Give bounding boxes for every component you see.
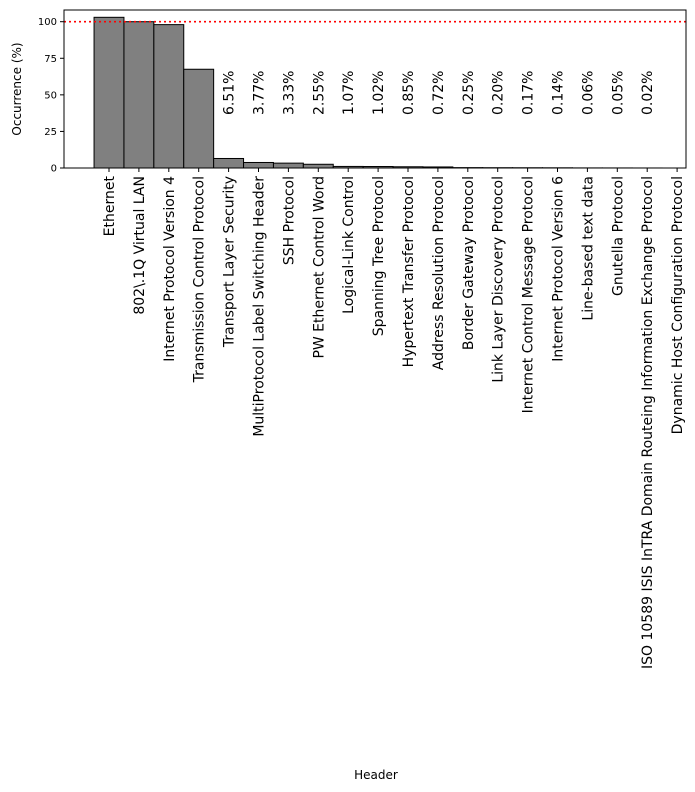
bar-7 [303, 164, 333, 168]
x-tick-label-5: MultiProtocol Label Switching Header [251, 176, 268, 437]
bar-5 [244, 162, 274, 168]
data-labels-group [222, 71, 657, 115]
x-tick-label-0: Ethernet [102, 176, 118, 237]
data-label-17: 0.05% [610, 70, 627, 115]
x-tick-label-1: 802\.1Q Virtual LAN [131, 176, 148, 315]
x-tick-label-16: Line-based text data [580, 176, 597, 321]
y-tick-label-0: 0 [50, 163, 57, 175]
x-tick-label-17: Gnutella Protocol [610, 176, 627, 296]
x-tick-label-2: Internet Protocol Version 4 [161, 175, 178, 362]
x-tick-label-12: Border Gateway Protocol [460, 176, 477, 351]
data-label-16: 0.06% [580, 70, 597, 115]
data-label-7: 2.55% [311, 70, 328, 115]
x-axis [102, 168, 686, 669]
x-tick-label-8: Logical-Link Control [341, 176, 358, 314]
y-tick-label-75: 75 [44, 53, 57, 65]
data-label-15: 0.14% [550, 70, 567, 115]
data-label-9: 1.02% [371, 70, 388, 115]
y-tick-label-25: 25 [44, 126, 57, 138]
bar-1 [124, 22, 154, 168]
x-tick-label-11: Address Resolution Protocol [430, 176, 447, 371]
y-tick-label-100: 100 [37, 17, 57, 29]
x-tick-label-6: SSH Protocol [281, 176, 298, 266]
x-tick-label-15: Internet Protocol Version 6 [550, 176, 567, 362]
bar-2 [154, 25, 184, 168]
data-label-6: 3.33% [281, 70, 298, 115]
y-axis [38, 17, 64, 174]
data-label-4: 6.51% [221, 70, 238, 115]
x-tick-label-13: Link Layer Discovery Protocol [490, 176, 507, 383]
bar-6 [273, 163, 303, 168]
data-label-14: 0.17% [520, 70, 537, 115]
x-tick-label-4: Transport Layer Security [221, 176, 238, 348]
x-tick-label-18: ISO 10589 ISIS InTRA Domain Routeing Information Exchange Protocol [640, 175, 657, 669]
bar-3 [184, 69, 214, 168]
data-label-8: 1.07% [341, 70, 358, 115]
data-label-10: 0.85% [401, 70, 417, 115]
data-label-12: 0.25% [460, 70, 477, 115]
x-tick-label-14: Internet Control Message Protocol [520, 176, 537, 414]
data-label-13: 0.20% [490, 70, 507, 115]
y-axis-title: Occurrence (%) [10, 42, 24, 136]
data-label-18: 0.02% [640, 70, 657, 115]
data-label-5: 3.77% [251, 70, 268, 115]
y-tick-label-50: 50 [44, 90, 57, 102]
x-tick-label-10: Hypertext Transfer Protocol [401, 176, 417, 368]
x-tick-label-7: PW Ethernet Control Word [311, 176, 328, 359]
data-label-11: 0.72% [430, 70, 447, 115]
x-tick-label-3: Transmission Control Protocol [191, 176, 208, 383]
bar-0 [94, 17, 124, 168]
x-tick-label-19: Dynamic Host Configuration Protocol [670, 176, 687, 435]
bar-4 [214, 158, 244, 168]
x-axis-title: Header [354, 768, 398, 782]
x-tick-label-9: Spanning Tree Protocol [371, 175, 388, 337]
